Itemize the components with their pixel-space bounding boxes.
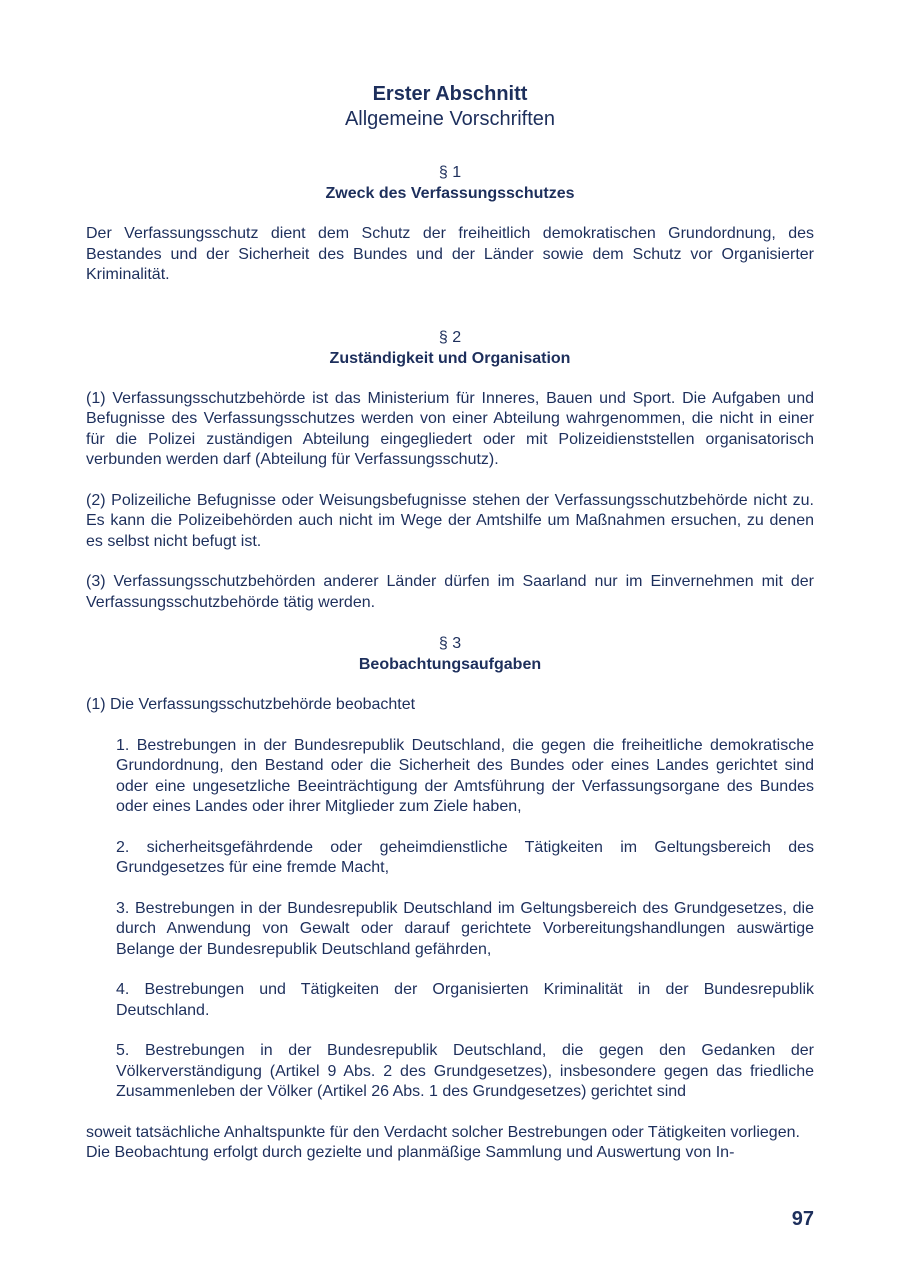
section-1-paragraph: Der Verfassungsschutz dient dem Schutz der freiheitlich demokratischen Grundordnung, des Bestandes und der Sicherheit des Bundes und der Länder sowie dem Schutz vor Organisierter Kriminalität.	[86, 225, 814, 283]
section-3-title: Beobachtungsaufgaben	[358, 656, 542, 673]
page-body	[86, 82, 814, 1164]
section-1-title: Zweck des Verfassungsschutzes	[325, 185, 575, 202]
chapter-subtitle: Allgemeine Vorschriften	[344, 108, 556, 130]
section-3-item-1: 1. Bestrebungen in der Bundesrepublik Deutschland, die gegen die freiheitliche demokratische Grundordnung, den Bestand oder die Sicherheit des Bundes oder eines Landes gerichtet sind oder eine ungesetzliche Beeinträchtigung der Amtsführung der Verfassungsorgane des Bundes oder eines Landes oder ihrer Mitglieder zum Ziele haben,	[116, 736, 814, 815]
section-2-title: Zuständigkeit und Organisation	[329, 349, 571, 367]
page-number: 97	[791, 1208, 814, 1230]
section-3-item-5: 5. Bestrebungen in der Bundesrepublik Deutschland, die gegen den Gedanken der Völkerverständigung (Artikel 9 Abs. 2 des Grundgesetzes), insbesondere gegen das friedliche Zusammenleben der Völker (Artikel 26 Abs. 1 des Grundgesetzes) gerichtet sind	[116, 1042, 814, 1100]
section-1-number: § 1	[438, 164, 462, 181]
section-2-paragraph-1: (1) Verfassungsschutzbehörde ist das Ministerium für Inneres, Bauen und Sport. Die Aufgaben und Befugnisse des Verfassungsschutzes werden von einer Abteilung wahrgenommen, die nicht in einer für die Polizei zuständigen Abteilung eingegliedert oder mit Polizeidienststellen organisatorisch verbunden werden darf (Abteilung für Verfassungsschutz).	[86, 389, 814, 468]
section-3-closing: soweit tatsächliche Anhaltspunkte für den Verdacht solcher Bestrebungen oder Tätigkeiten vorliegen.	[86, 1123, 800, 1141]
section-2-paragraph-2: (2) Polizeiliche Befugnisse oder Weisungsbefugnisse stehen der Verfassungsschutzbehörde nicht zu. Es kann die Polizeibehörden auch nicht im Wege der Amtshilfe um Maßnahmen ersuchen, zu denen es selbst nicht befugt ist.	[86, 491, 814, 550]
section-3-item-3: 3. Bestrebungen in der Bundesrepublik Deutschland im Geltungsbereich des Grundgesetzes, die durch Anwendung von Gewalt oder darauf gerichtete Vorbereitungshandlungen auswärtige Belange der Bundesrepublik Deutschland gefährden,	[116, 899, 814, 958]
chapter-title: Erster Abschnitt	[372, 83, 528, 105]
section-3-item-4: 4. Bestrebungen und Tätigkeiten der Organisierten Kriminalität in der Bundesrepublik Deutschland.	[116, 981, 814, 1019]
section-3-item-2: 2. sicherheitsgefährdende oder geheimdienstliche Tätigkeiten im Geltungsbereich des Grundgesetzes für eine fremde Macht,	[116, 838, 814, 876]
section-3-intro: (1) Die Verfassungsschutzbehörde beobachtet	[86, 696, 416, 713]
section-2-paragraph-3: (3) Verfassungsschutzbehörden anderer Länder dürfen im Saarland nur im Einvernehmen mit der Verfassungsschutzbehörde tätig werden.	[86, 573, 814, 611]
section-3-number: § 3	[438, 635, 462, 652]
section-2-number: § 2	[438, 328, 462, 346]
section-3-continuation: Die Beobachtung erfolgt durch gezielte und planmäßige Sammlung und Auswertung von In-	[86, 1144, 735, 1161]
